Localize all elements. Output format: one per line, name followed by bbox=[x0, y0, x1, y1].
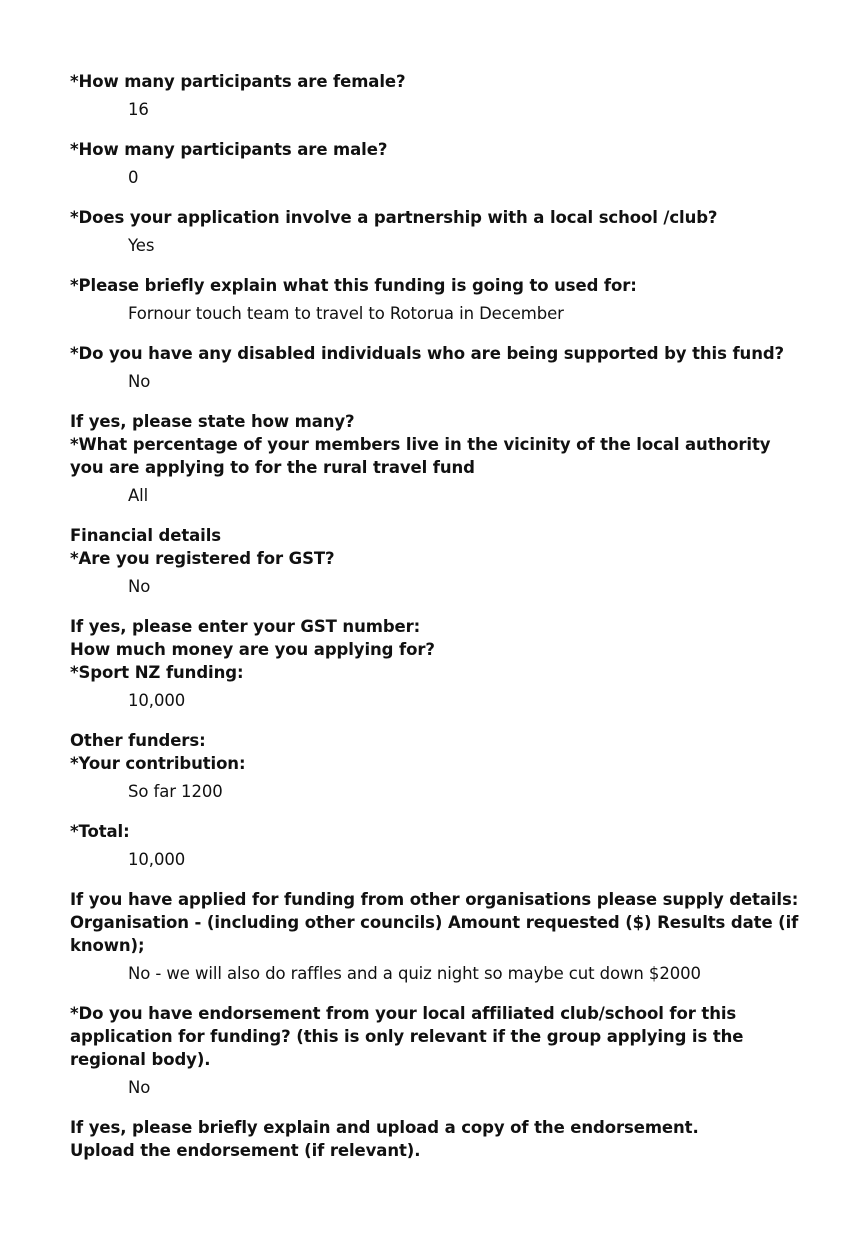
question-label: If yes, please state how many? bbox=[70, 412, 355, 431]
question-block-upload bbox=[70, 1116, 801, 1162]
answer-value: 10,000 bbox=[128, 850, 186, 869]
answer-value: No bbox=[128, 372, 151, 391]
question-block-contribution bbox=[70, 729, 801, 803]
question-label: If yes, please briefly explain and upload a copy of the endorsement. bbox=[70, 1118, 699, 1137]
question-label: How much money are you applying for? bbox=[70, 640, 435, 659]
question-label: *What percentage of your members live in the vicinity of the local authority you are applying to for the rural travel fund bbox=[70, 435, 771, 477]
question-label: *How many participants are male? bbox=[70, 140, 388, 159]
question-block-other-orgs bbox=[70, 888, 801, 985]
answer-value: Yes bbox=[128, 236, 155, 255]
question-label: Upload the endorsement (if relevant). bbox=[70, 1141, 421, 1160]
question-block-partnership bbox=[70, 206, 801, 257]
answer-value: No - we will also do raffles and a quiz night so maybe cut down $2000 bbox=[128, 964, 701, 983]
answer-value: So far 1200 bbox=[128, 782, 223, 801]
question-label: *Does your application involve a partnership with a local school /club? bbox=[70, 208, 718, 227]
question-block-sport-nz bbox=[70, 615, 801, 712]
question-block-male bbox=[70, 138, 801, 189]
section-heading: Financial details bbox=[70, 526, 221, 545]
answer-value: 0 bbox=[128, 168, 139, 187]
answer-value: No bbox=[128, 577, 151, 596]
question-label: *Do you have any disabled individuals who are being supported by this fund? bbox=[70, 344, 785, 363]
question-block-endorsement bbox=[70, 1002, 801, 1099]
question-label: *How many participants are female? bbox=[70, 72, 406, 91]
question-label: *Are you registered for GST? bbox=[70, 549, 335, 568]
answer-value: Fornour touch team to travel to Rotorua in December bbox=[128, 304, 564, 323]
question-label: *Your contribution: bbox=[70, 754, 246, 773]
answer-value: 16 bbox=[128, 100, 149, 119]
question-block-vicinity bbox=[70, 410, 801, 507]
question-label: *Sport NZ funding: bbox=[70, 663, 244, 682]
question-block-disabled bbox=[70, 342, 801, 393]
answer-value: No bbox=[128, 1078, 151, 1097]
question-block-funding-use bbox=[70, 274, 801, 325]
question-label: If yes, please enter your GST number: bbox=[70, 617, 421, 636]
question-block-total bbox=[70, 820, 801, 871]
question-block-female bbox=[70, 70, 801, 121]
question-label: *Do you have endorsement from your local affiliated club/school for this application for funding? (this is only relevant if the group applying is the regional body). bbox=[70, 1004, 744, 1069]
question-label: If you have applied for funding from other organisations please supply details: Organisation - (including other councils) Amount requested ($) Results date (if known); bbox=[70, 890, 799, 955]
answer-value: All bbox=[128, 486, 149, 505]
question-label: *Total: bbox=[70, 822, 130, 841]
question-label: Other funders: bbox=[70, 731, 206, 750]
question-block-gst bbox=[70, 524, 801, 598]
question-label: *Please briefly explain what this funding is going to used for: bbox=[70, 276, 637, 295]
answer-value: 10,000 bbox=[128, 691, 186, 710]
